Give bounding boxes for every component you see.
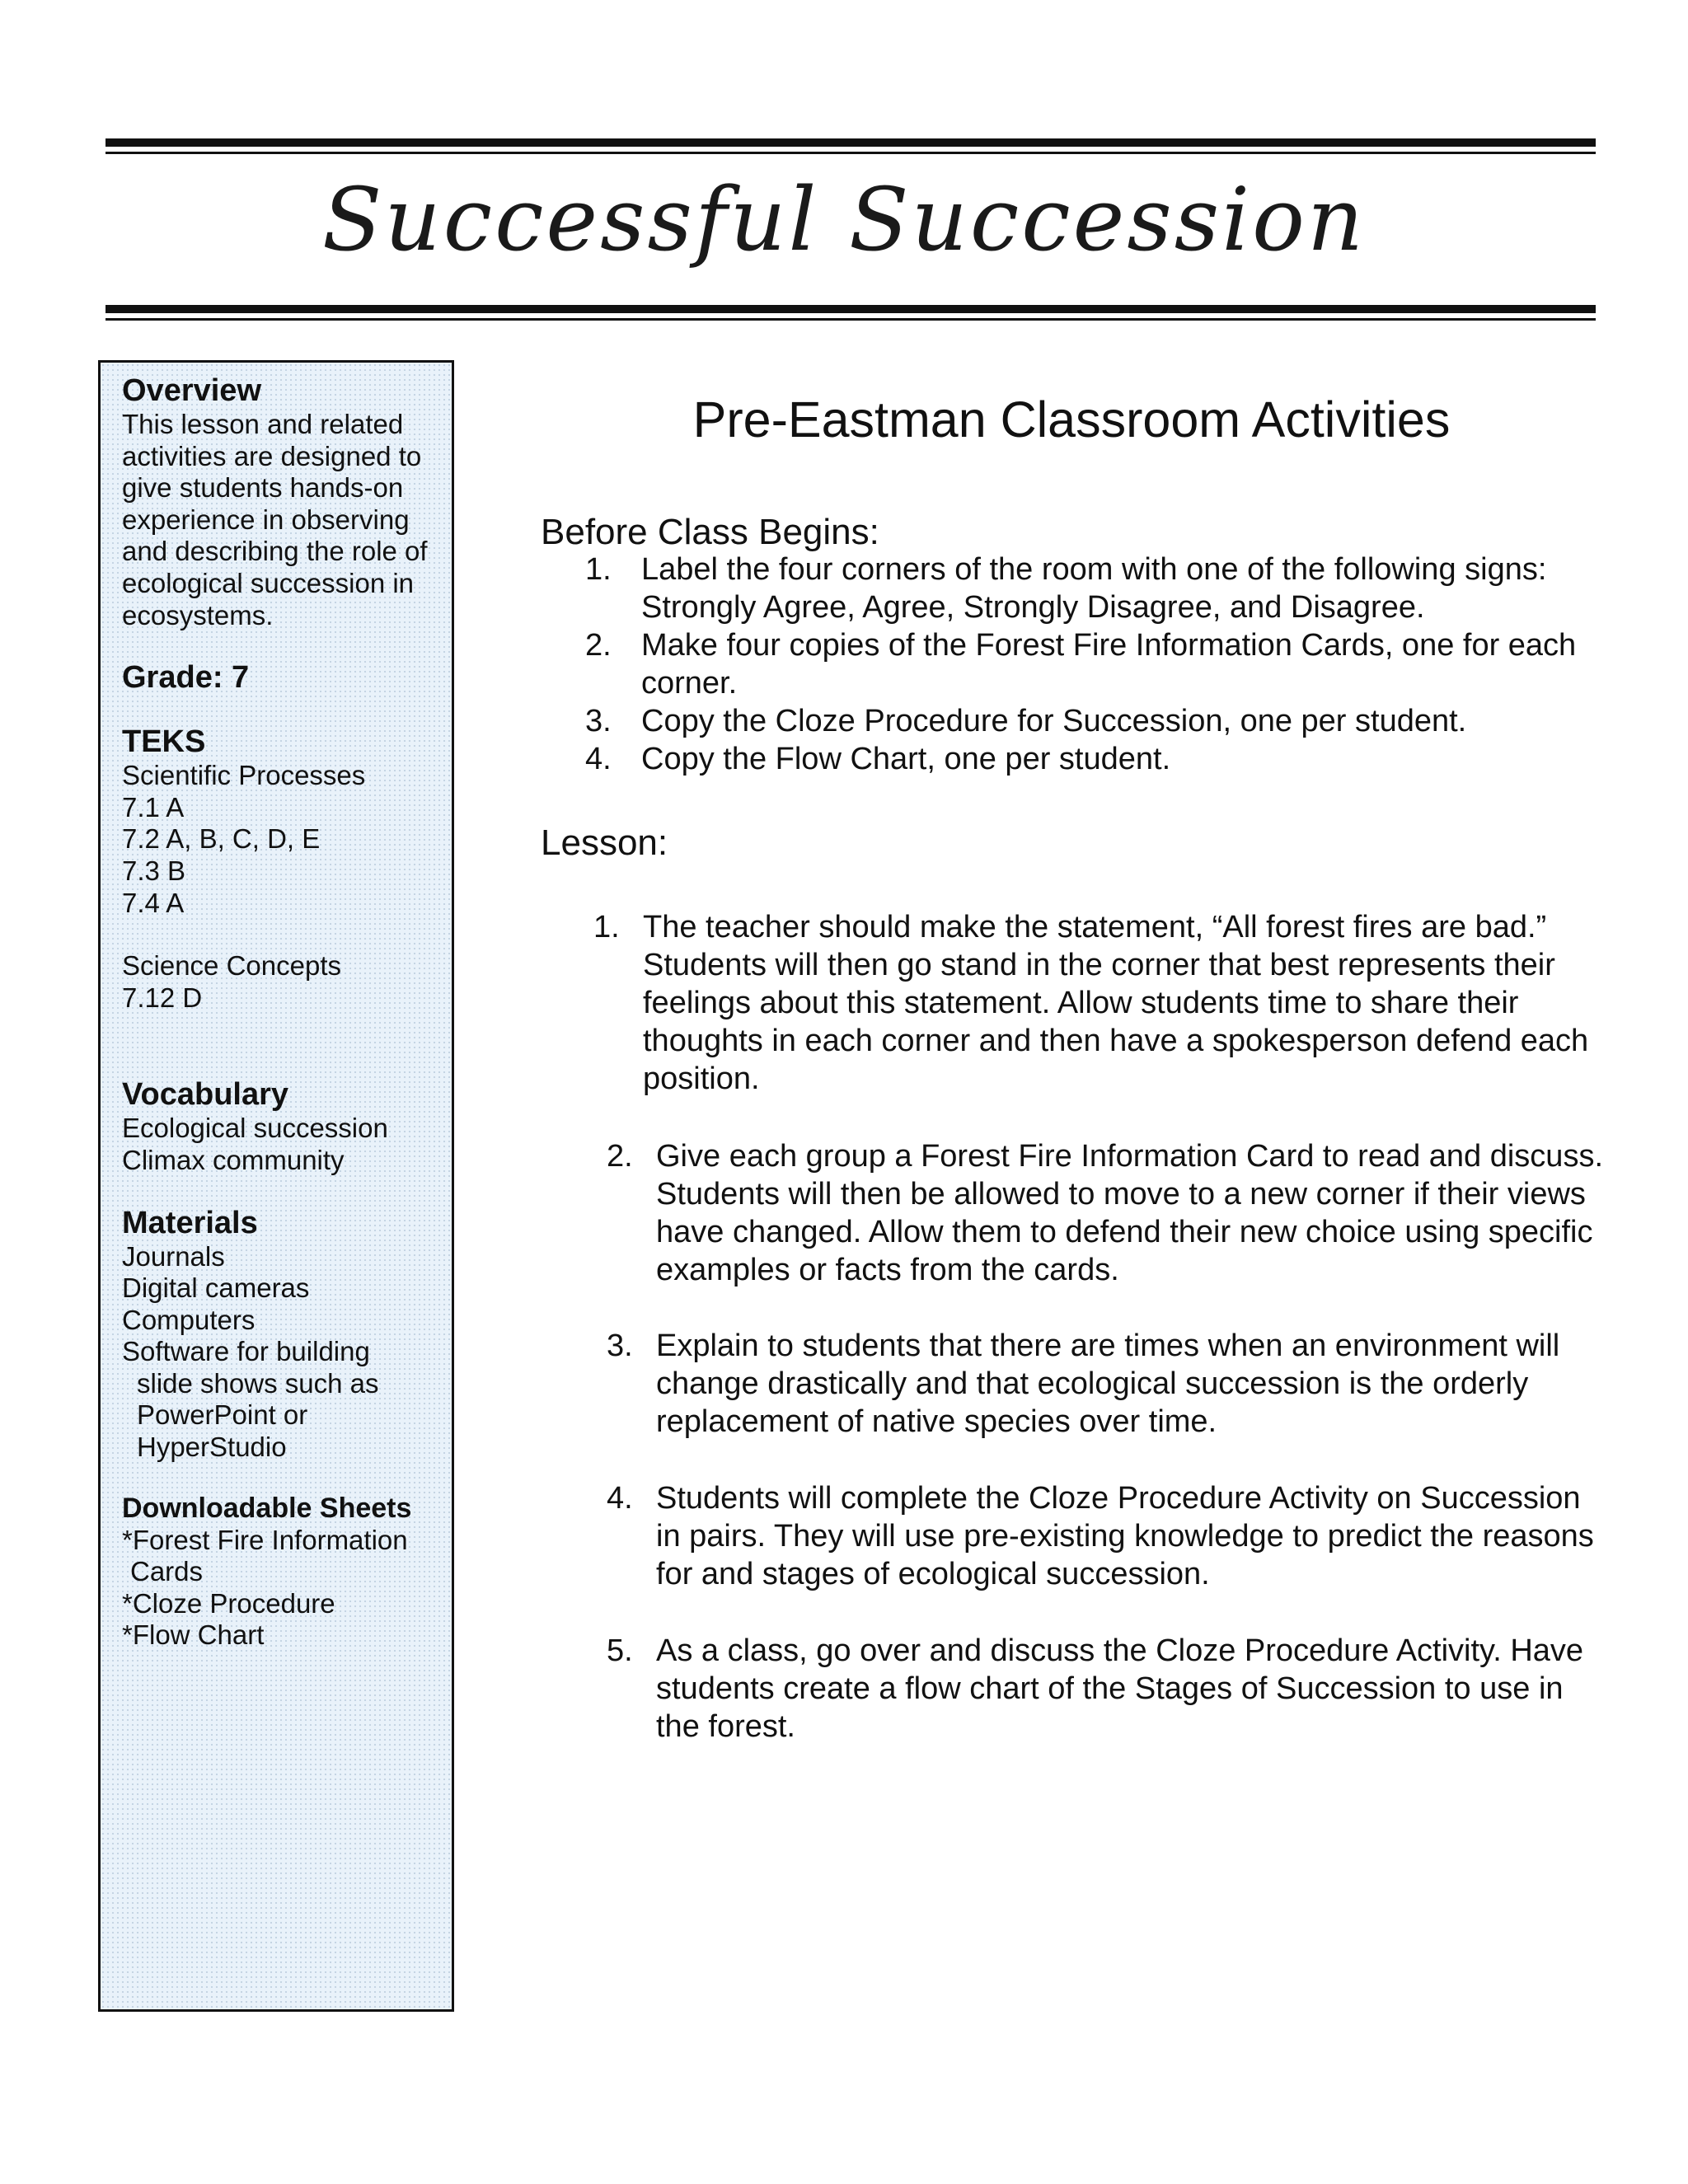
list-item <box>585 626 1607 702</box>
lesson-step <box>593 1632 1607 1746</box>
concepts-item: 7.12 D <box>122 982 203 1013</box>
step-text: Give each group a Forest Fire Information Card to read and discuss. Students will then be allowed to move to a new corner if their views have changed. Allow them to defend their new choice using specific examples or facts from the cards. <box>656 1139 1603 1287</box>
item-number: 1. <box>585 552 612 587</box>
materials-heading: Materials <box>122 1205 258 1240</box>
lesson-step <box>593 1327 1607 1441</box>
item-text: Copy the Flow Chart, one per student. <box>641 742 1171 776</box>
item-number: 3. <box>585 704 612 738</box>
list-item <box>585 551 1607 626</box>
materials-item-continued: HyperStudio <box>137 1432 287 1463</box>
materials-item-continued: PowerPoint or <box>137 1399 308 1431</box>
bottom-double-rule <box>106 305 1596 321</box>
vocabulary-item: Climax community <box>122 1144 345 1175</box>
vocabulary-heading: Vocabulary <box>122 1077 289 1113</box>
item-text: Copy the Cloze Procedure for Succession, one per student. <box>641 704 1467 738</box>
overview-heading: Overview <box>122 373 261 408</box>
step-number: 1. <box>593 910 620 944</box>
download-item: *Forest Fire Information <box>122 1524 408 1555</box>
step-text: As a class, go over and discuss the Cloze Procedure Activity. Have students create a flow chart of the Stages of Succession to use in the forest. <box>656 1633 1584 1744</box>
download-item: Cards <box>130 1556 204 1587</box>
download-item: *Cloze Procedure <box>122 1587 335 1619</box>
item-text: Label the four corners of the room with one of the following signs: Strongly Agree, Agree, Strongly Disagree, and Disagree. <box>641 552 1547 625</box>
list-item <box>585 740 1607 778</box>
step-text: The teacher should make the statement, “All forest fires are bad.” Students will then go stand in the corner that best represents their feelings about this statement. Allow students time to share their thoughts in each corner and then have a spokesperson defend each position. <box>643 910 1589 1096</box>
item-text: Make four copies of the Forest Fire Information Cards, one for each corner. <box>641 628 1577 701</box>
step-number: 2. <box>607 1139 633 1174</box>
teks-item: 7.2 A, B, C, D, E <box>122 823 321 855</box>
top-double-rule <box>106 138 1596 154</box>
materials-item: Computers <box>122 1304 256 1335</box>
teks-item: 7.3 B <box>122 855 186 886</box>
materials-item: Digital cameras <box>122 1272 310 1304</box>
list-item <box>585 702 1607 740</box>
step-number: 4. <box>607 1481 633 1516</box>
teks-item: 7.4 A <box>122 887 185 918</box>
teks-heading: TEKS <box>122 724 206 760</box>
item-number: 4. <box>585 742 612 776</box>
downloads-heading: Downloadable Sheets <box>122 1492 412 1524</box>
step-number: 5. <box>607 1633 633 1668</box>
lesson-step <box>593 1479 1607 1593</box>
lesson-step <box>593 908 1607 1098</box>
materials-item-continued: slide shows such as <box>137 1367 379 1399</box>
grade-heading: Grade: 7 <box>122 660 250 696</box>
before-class-list <box>585 551 1607 778</box>
lesson-step <box>593 1137 1607 1289</box>
sidebar-panel <box>98 360 454 2012</box>
teks-item: Scientific Processes <box>122 760 366 791</box>
materials-item: Software for building <box>122 1336 370 1367</box>
vocabulary-item: Ecological succession <box>122 1113 388 1144</box>
concepts-item: Science Concepts <box>122 950 341 982</box>
section-title: Pre-Eastman Classroom Activities <box>692 391 1451 448</box>
step-text: Explain to students that there are times when an environment will change drastically and that ecological succession is the orderly replacement of native species over time. <box>656 1329 1560 1439</box>
document-title: Successful Succession <box>321 169 1367 270</box>
lesson-heading: Lesson: <box>541 823 668 863</box>
step-text: Students will complete the Cloze Procedure Activity on Succession in pairs. They will use pre-existing knowledge to predict the reasons for and stages of ecological succession. <box>656 1481 1594 1591</box>
step-number: 3. <box>607 1329 633 1363</box>
item-number: 2. <box>585 628 612 663</box>
materials-item: Journals <box>122 1240 225 1272</box>
overview-text: This lesson and related activities are designed to give students hands-on experience in observing and describing the role of ecological succession in ecosystems. <box>122 409 428 630</box>
teks-item: 7.1 A <box>122 791 185 823</box>
before-class-heading: Before Class Begins: <box>541 512 879 552</box>
download-item: *Flow Chart <box>122 1619 265 1651</box>
